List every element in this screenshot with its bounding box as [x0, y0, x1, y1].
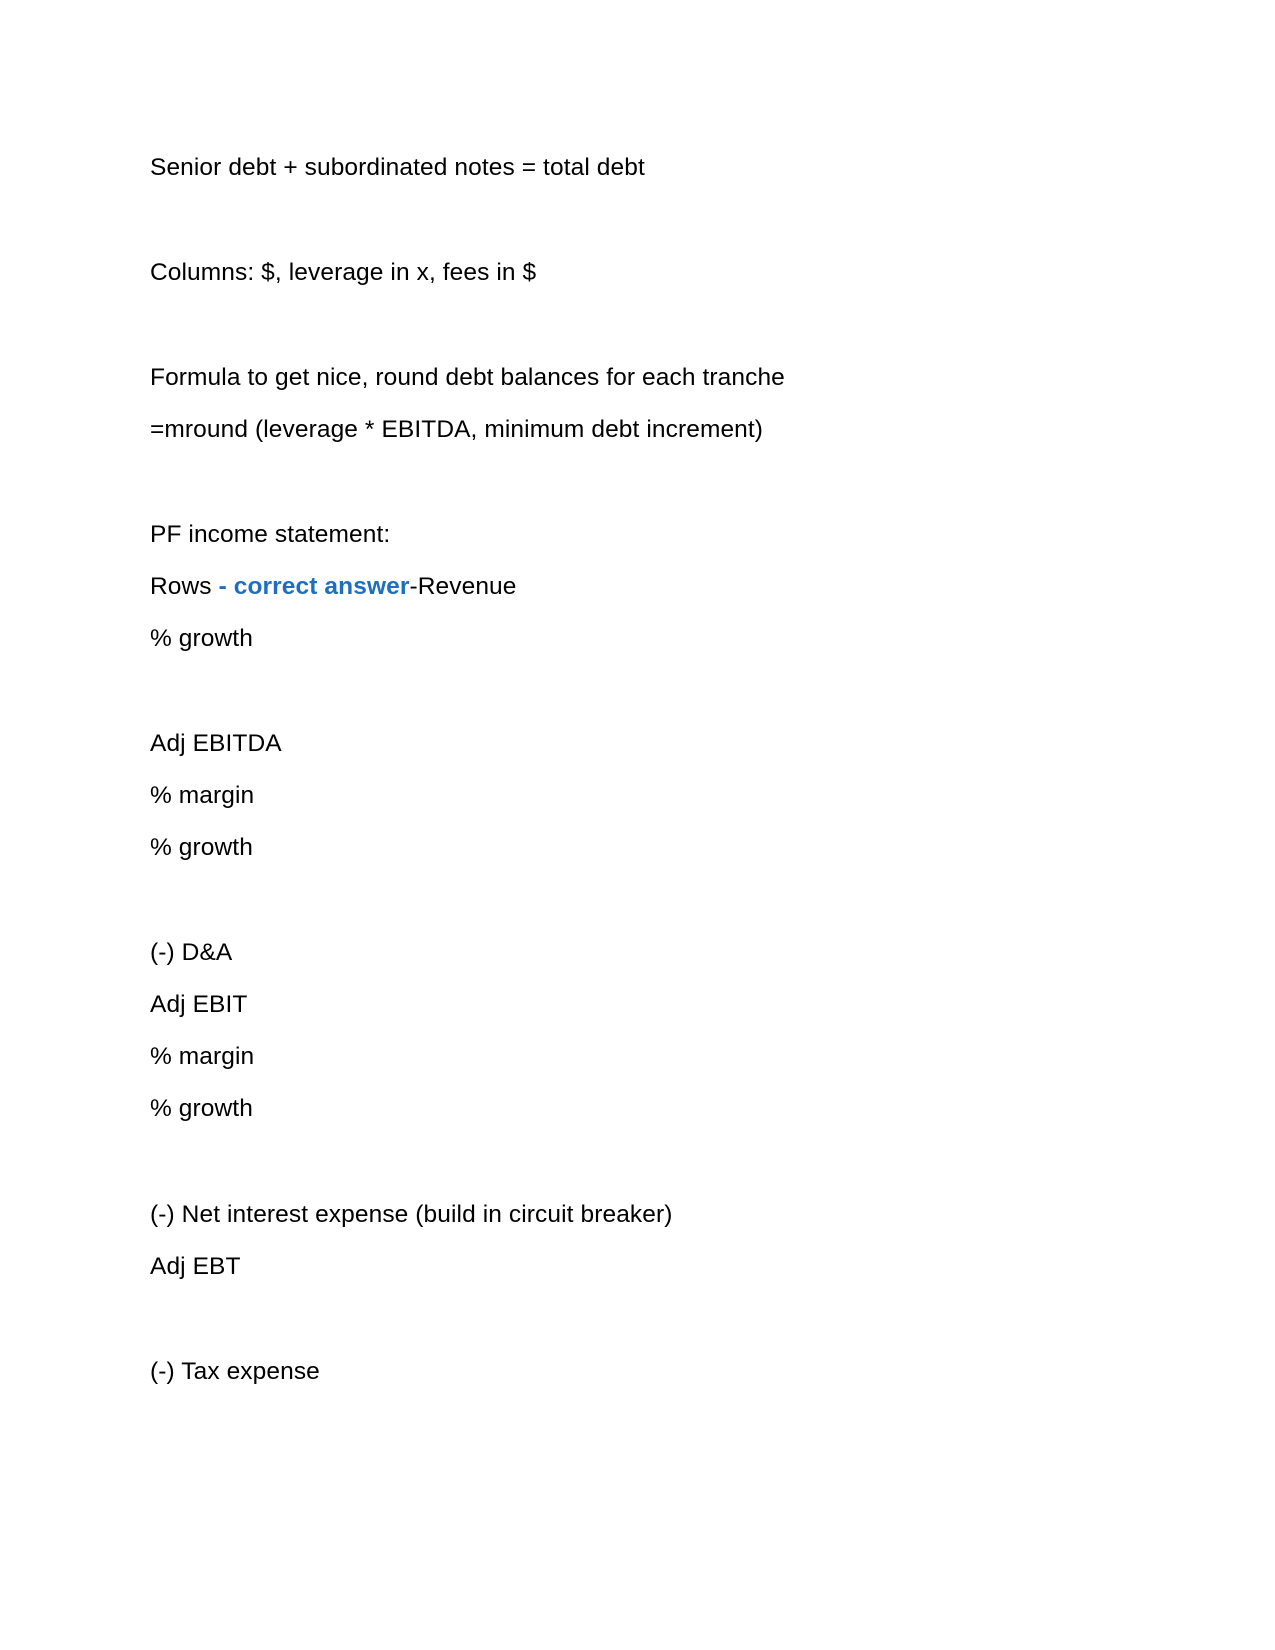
text-line-ebit-margin: % margin — [150, 1043, 255, 1070]
text-line-formula-heading: Formula to get nice, round debt balances for each tranche — [150, 364, 785, 391]
text-line-ebitda-margin: % margin — [150, 782, 255, 809]
text-line-total-debt: Senior debt + subordinated notes = total debt — [150, 154, 645, 181]
rows-suffix: -Revenue — [409, 573, 517, 600]
text-line-ebit-growth: % growth — [150, 1095, 253, 1122]
text-line-mround-formula: =mround (leverage * EBITDA, minimum debt increment) — [150, 416, 764, 443]
text-line-columns: Columns: $, leverage in x, fees in $ — [150, 259, 537, 286]
rows-prefix: Rows — [150, 573, 219, 600]
text-line-rows — [150, 572, 517, 602]
text-line-ebitda-growth: % growth — [150, 834, 253, 861]
text-line-adj-ebitda: Adj EBITDA — [150, 730, 282, 757]
text-line-revenue-growth: % growth — [150, 625, 253, 652]
correct-answer-highlight: - correct answer — [218, 573, 410, 600]
text-line-pf-income-statement: PF income statement: — [150, 521, 391, 548]
text-line-net-interest-expense: (-) Net interest expense (build in circuit breaker) — [150, 1201, 673, 1228]
text-line-tax-expense: (-) Tax expense — [150, 1358, 320, 1385]
text-line-d-and-a: (-) D&A — [150, 939, 233, 966]
text-line-adj-ebt: Adj EBT — [150, 1253, 241, 1280]
text-line-adj-ebit: Adj EBIT — [150, 991, 248, 1018]
